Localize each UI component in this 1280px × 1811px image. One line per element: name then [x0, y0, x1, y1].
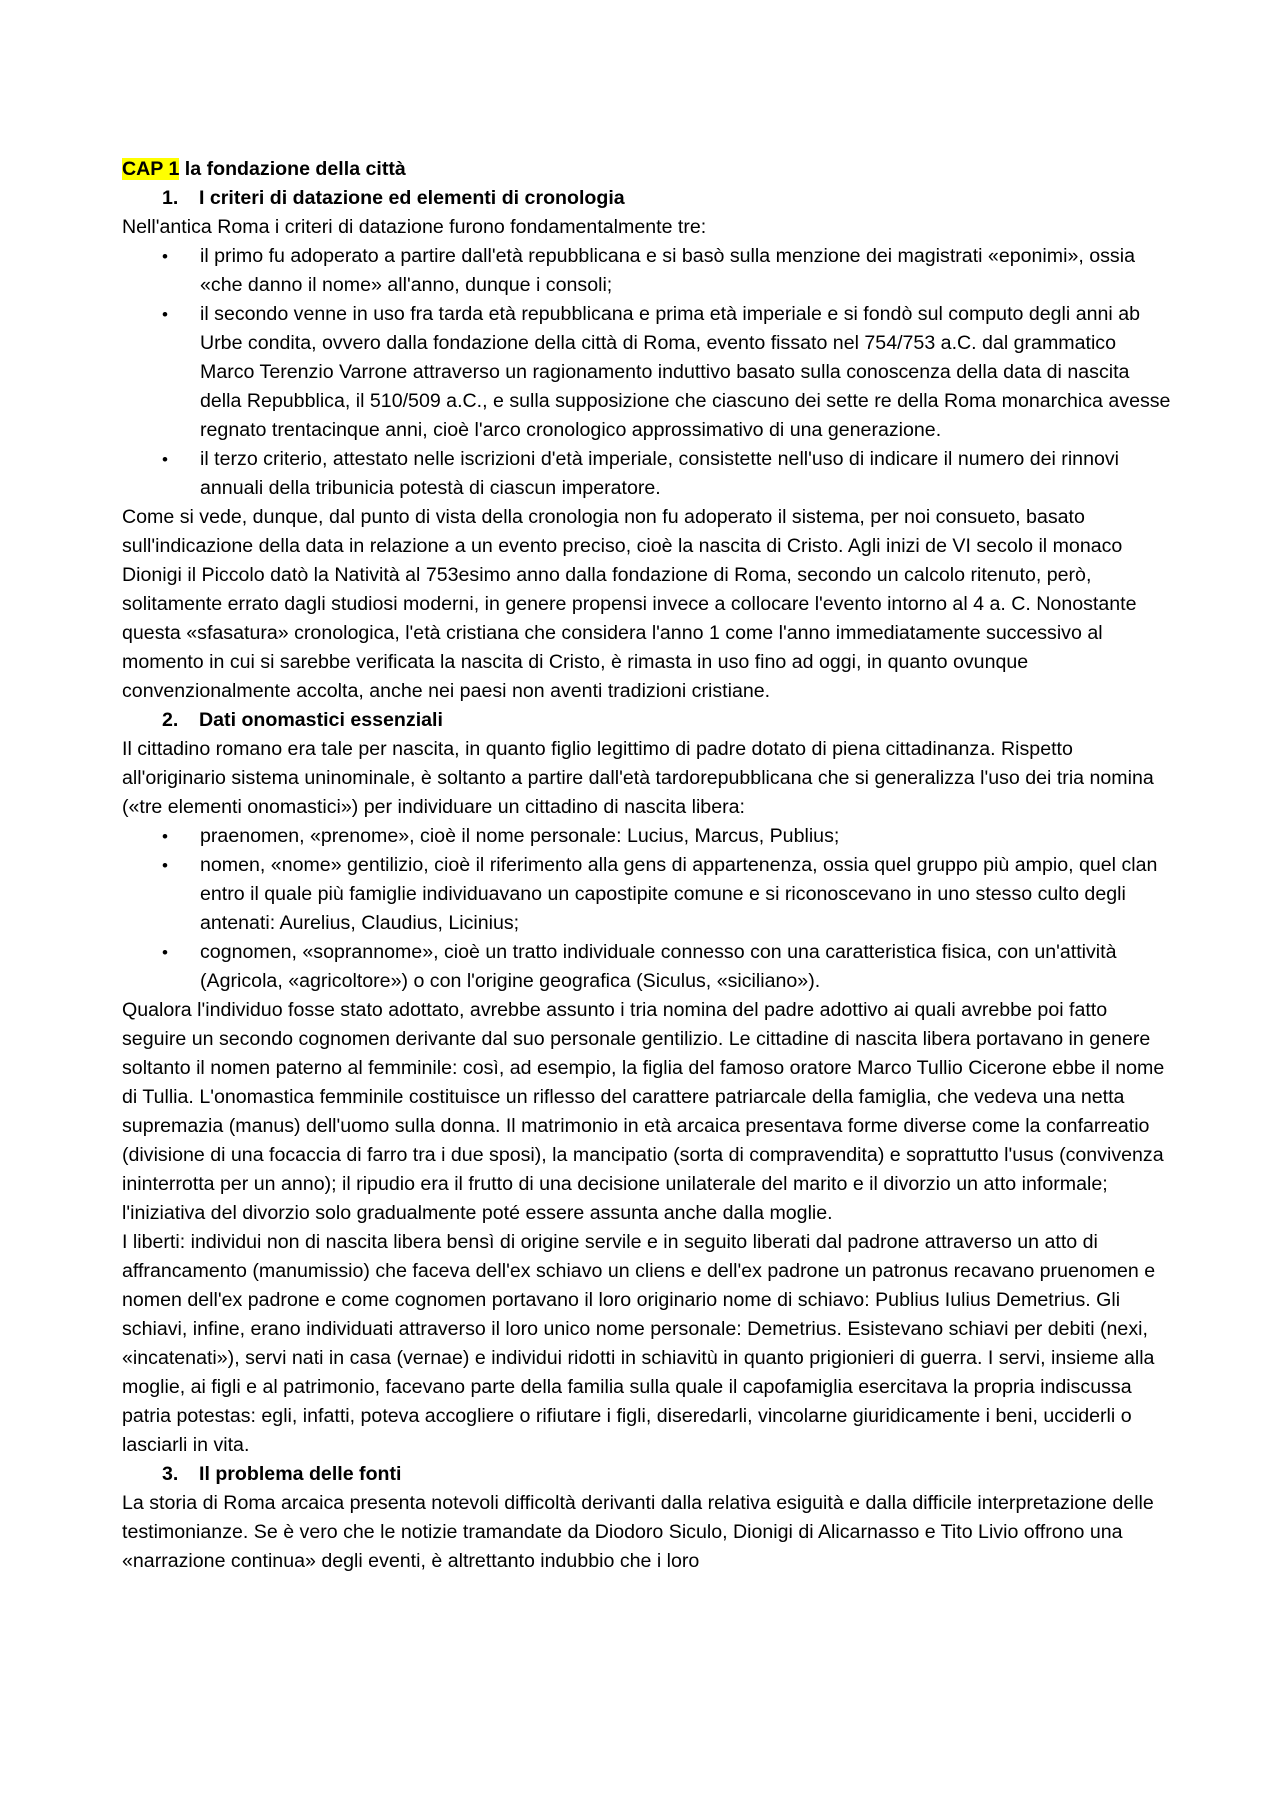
section-heading-text: Il problema delle fonti [199, 1463, 402, 1485]
list-item [122, 300, 1172, 445]
bullet-icon: • [162, 856, 168, 875]
document-page [122, 155, 1172, 1576]
section-number: 1. [162, 187, 179, 209]
bullet-icon: • [162, 827, 168, 846]
section-heading-2 [122, 706, 1172, 735]
section-heading-text: I criteri di datazione ed elementi di cronologia [199, 187, 625, 209]
bullet-icon: • [162, 247, 168, 266]
section-intro: Nell'antica Roma i criteri di datazione furono fondamentalmente tre: [122, 216, 707, 238]
list-item [122, 822, 1172, 851]
list-item [122, 445, 1172, 503]
section-number: 3. [162, 1463, 179, 1485]
body-paragraph: Come si vede, dunque, dal punto di vista della cronologia non fu adoperato il sistema, per noi consueto, basato sull'indicazione della data in relazione a un evento preciso, cioè la nascita di Cristo. Agli inizi de VI secolo il monaco Dionigi il Piccolo datò la Natività al 753esimo anno dalla fondazione di Roma, secondo un calcolo ritenuto, però, solitamente errato dagli studiosi moderni, in genere propensi invece a collocare l'evento intorno al 4 a. C. Nonostante questa «sfasatura» cronologica, l'età cristiana che considera l'anno 1 come l'anno immediatamente successivo al momento in cui si sarebbe verificata la nascita di Cristo, è rimasta in uso fino ad oggi, in quanto ovunque convenzionalmente accolta, anche nei paesi non aventi tradizioni cristiane. [122, 506, 1137, 702]
bullet-list [122, 242, 1172, 503]
section-heading-text: Dati onomastici essenziali [199, 709, 443, 731]
list-item [122, 851, 1172, 938]
chapter-title-text: la fondazione della città [179, 158, 406, 180]
bullet-list [122, 822, 1172, 996]
section-intro: Il cittadino romano era tale per nascita, in quanto figlio legittimo di padre dotato di piena cittadinanza. Rispetto all'originario sistema uninominale, è soltanto a partire dall'età tardorepubblicana che si generalizza l'uso dei tria nomina («tre elementi onomastici») per individuare un cittadino di nascita libera: [122, 738, 1154, 818]
section-heading-1 [122, 184, 1172, 213]
section-heading-3 [122, 1460, 1172, 1489]
list-item-text: nomen, «nome» gentilizio, cioè il riferimento alla gens di appartenenza, ossia quel gruppo più ampio, quel clan entro il quale più famiglie individuavano un capostipite comune e si riconoscevano in uno stesso culto degli antenati: Aurelius, Claudius, Licinius; [200, 854, 1158, 934]
list-item [122, 242, 1172, 300]
list-item [122, 938, 1172, 996]
body-paragraph: I liberti: individui non di nascita libera bensì di origine servile e in seguito liberati dal padrone attraverso un atto di affrancamento (manumissio) che faceva dell'ex schiavo un cliens e dell'ex padrone un patronus recavano pruenomen e nomen dell'ex padrone e come cognomen portavano il loro originario nome di schiavo: Publius Iulius Demetrius. Gli schiavi, infine, erano individuati attraverso il loro unico nome personale: Demetrius. Esistevano schiavi per debiti (nexi, «incatenati»), servi nati in casa (vernae) e individui ridotti in schiavitù in quanto prigionieri di guerra. I servi, insieme alla moglie, ai figli e al patrimonio, facevano parte della familia sulla quale il capofamiglia esercitava la propria indiscussa patria potestas: egli, infatti, poteva accogliere o rifiutare i figli, diseredarli, vincolarne giuridicamente i beni, ucciderli o lasciarli in vita. [122, 1231, 1156, 1456]
body-paragraph: Qualora l'individuo fosse stato adottato, avrebbe assunto i tria nomina del padre adottivo ai quali avrebbe poi fatto seguire un secondo cognomen derivante dal suo personale gentilizio. Le cittadine di nascita libera portavano in genere soltanto il nomen paterno al femminile: così, ad esempio, la figlia del famoso oratore Marco Tullio Cicerone ebbe il nome di Tullia. L'onomastica femminile costituisce un riflesso del carattere patriarcale della famiglia, che vedeva una netta supremazia (manus) dell'uomo sulla donna. Il matrimonio in età arcaica presentava forme diverse come la confarreatio (divisione di una focaccia di farro tra i due sposi), la mancipatio (sorta di compravendita) e soprattutto l'usus (convivenza ininterrotta per un anno); il ripudio era il frutto di una decisione unilaterale del marito e il divorzio un atto informale; l'iniziativa del divorzio solo gradualmente poté essere assunta anche dalla moglie. [122, 999, 1165, 1224]
chapter-title [122, 155, 1172, 184]
bullet-icon: • [162, 305, 168, 324]
section-intro: La storia di Roma arcaica presenta notevoli difficoltà derivanti dalla relativa esiguità e dalla difficile interpretazione delle testimonianze. Se è vero che le notizie tramandate da Diodoro Siculo, Dionigi di Alicarnasso e Tito Livio offrono una «narrazione continua» degli eventi, è altrettanto indubbio che i loro [122, 1492, 1154, 1572]
bullet-icon: • [162, 943, 168, 962]
list-item-text: il secondo venne in uso fra tarda età repubblicana e prima età imperiale e si fondò sul computo degli anni ab Urbe condita, ovvero dalla fondazione della città di Roma, evento fissato nel 754/753 a.C. dal grammatico Marco Terenzio Varrone attraverso un ragionamento induttivo basato sulla conoscenza della data di nascita della Repubblica, il 510/509 a.C., e sulla supposizione che ciascuno dei sette re della Roma monarchica avesse regnato trentacinque anni, cioè l'arco cronologico approssimativo di una generazione. [200, 303, 1171, 441]
section-number: 2. [162, 709, 179, 731]
list-item-text: il terzo criterio, attestato nelle iscrizioni d'età imperiale, consistette nell'uso di indicare il numero dei rinnovi annuali della tribunicia potestà di ciascun imperatore. [200, 448, 1120, 499]
list-item-text: il primo fu adoperato a partire dall'età repubblicana e si basò sulla menzione dei magistrati «eponimi», ossia «che danno il nome» all'anno, dunque i consoli; [200, 245, 1135, 296]
chapter-label-highlight: CAP 1 [122, 158, 180, 180]
list-item-text: praenomen, «prenome», cioè il nome personale: Lucius, Marcus, Publius; [200, 825, 840, 847]
bullet-icon: • [162, 450, 168, 469]
list-item-text: cognomen, «soprannome», cioè un tratto individuale connesso con una caratteristica fisica, con un'attività (Agricola, «agricoltore») o con l'origine geografica (Siculus, «siciliano»). [200, 941, 1117, 992]
